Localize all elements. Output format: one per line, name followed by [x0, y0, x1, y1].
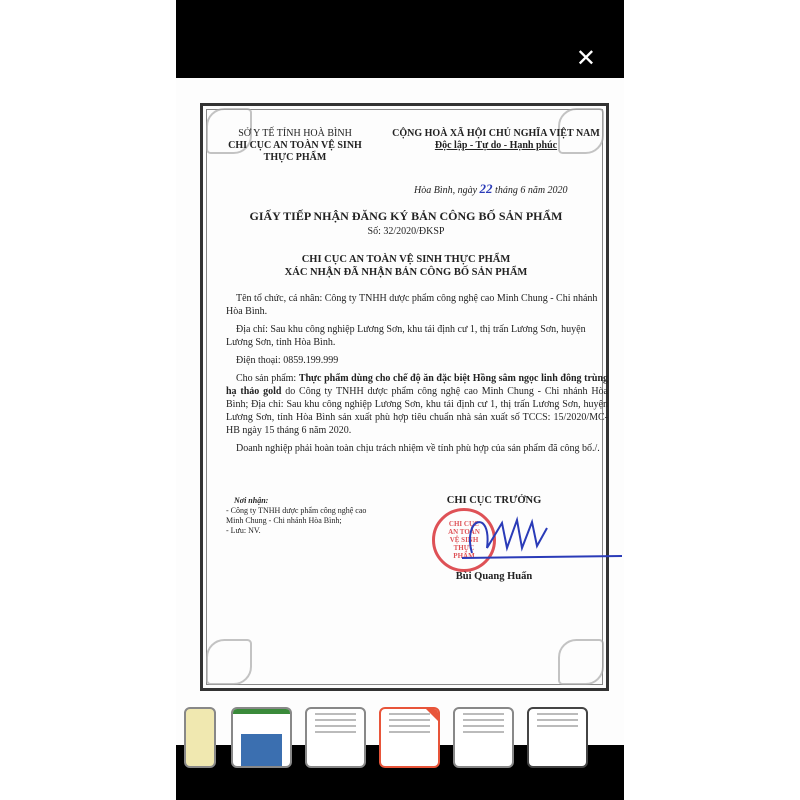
issuer-agency: CHI CỤC AN TOÀN VỆ SINH [228, 140, 362, 151]
responsibility: Doanh nghiệp phải hoàn toàn chịu trách nhiệm về tính phù hợp của sản phẩm đã công bố./. [236, 443, 600, 454]
date-suffix: tháng 6 năm 2020 [492, 185, 568, 196]
signer-name: Bùi Quang Huấn [455, 571, 533, 582]
thumbnail-6[interactable] [527, 707, 588, 768]
product-details: do Công ty TNHH dược phẩm công nghệ cao Minh Chung - Chi nhánh Hòa Bình; Địa chỉ: Sau khu công nghiệp Lương Sơn, khu tái định cư 1, thị trấn Lương Sơn, huyện Lương Sơn, tỉnh Hòa Bình sản xuất phù hợp tiêu chuẩn nhà sản xuất số TCCS: 15/2020/MC-HB ngày 15 tháng 6 năm 2020. [226, 386, 608, 436]
close-icon[interactable]: ✕ [575, 44, 596, 72]
thumbnail-1[interactable] [184, 707, 216, 768]
national-motto: Độc lập - Tự do - Hạnh phúc [434, 140, 558, 151]
recipients [226, 496, 376, 536]
date-prefix: Hòa Bình, ngày [414, 185, 480, 196]
ornament-icon [206, 639, 252, 685]
subtitle-line: CHI CỤC AN TOÀN VỆ SINH THỰC PHẨM [301, 254, 511, 265]
issuer-dept: SỞ Y TẾ TỈNH HOÀ BÌNH [238, 128, 352, 139]
issuer-header [220, 128, 370, 164]
national-header [381, 128, 611, 152]
issuer-agency-2: THỰC PHẨM [263, 152, 327, 163]
recipient-item: - Công ty TNHH dược phẩm công nghệ cao Minh Chung - Chi nhánh Hòa Bình; [226, 506, 367, 525]
product-prefix: Cho sản phẩm: [236, 373, 299, 384]
recipient-item: - Lưu: NV. [226, 526, 261, 535]
document-body [226, 292, 608, 455]
product-name: Thực phẩm dùng cho chế độ ăn đặc biệt Hồng sâm ngọc linh đông trùng hạ thảo gold [226, 373, 609, 397]
selected-indicator-icon [426, 709, 438, 721]
ornament-icon [558, 639, 604, 685]
date-day: 22 [479, 181, 493, 196]
document-image [176, 78, 624, 745]
phone: Điện thoại: 0859.199.999 [236, 355, 339, 366]
thumbnail-4-selected[interactable] [379, 707, 440, 768]
thumbnail-5[interactable] [453, 707, 514, 768]
thumbnail-3[interactable] [305, 707, 366, 768]
thumbnail-strip [176, 707, 624, 769]
address: Địa chỉ: Sau khu công nghiệp Lương Sơn, khu tái định cư 1, thị trấn Lương Sơn, huyện Lương Sơn, tỉnh Hòa Bình. [226, 324, 586, 348]
document-subtitle [206, 253, 606, 279]
product-paragraph [226, 372, 608, 437]
signature [462, 508, 622, 568]
stamp-text: CHI CỤC AN TOÀN VỆ SINH THỰC PHẨM [448, 520, 480, 560]
signer-title: CHI CỤC TRƯỞNG [446, 495, 542, 506]
document-title: GIẤY TIẾP NHẬN ĐĂNG KÝ BẢN CÔNG BỐ SẢN PHẨM [249, 209, 563, 223]
date-line [414, 182, 568, 197]
organization: Tên tổ chức, cá nhân: Công ty TNHH dược phẩm công nghệ cao Minh Chung - Chi nhánh Hòa Bình. [226, 293, 598, 317]
thumbnail-2[interactable] [231, 707, 292, 768]
national-title: CỘNG HOÀ XÃ HỘI CHỦ NGHĨA VIỆT NAM [392, 128, 600, 139]
subtitle-line: XÁC NHẬN ĐÃ NHẬN BẢN CÔNG BỐ SẢN PHẨM [284, 267, 528, 278]
recipients-label: Nơi nhận: [234, 496, 269, 505]
document-number: Số: 32/2020/ĐKSP [367, 226, 445, 237]
image-viewer [176, 0, 624, 800]
